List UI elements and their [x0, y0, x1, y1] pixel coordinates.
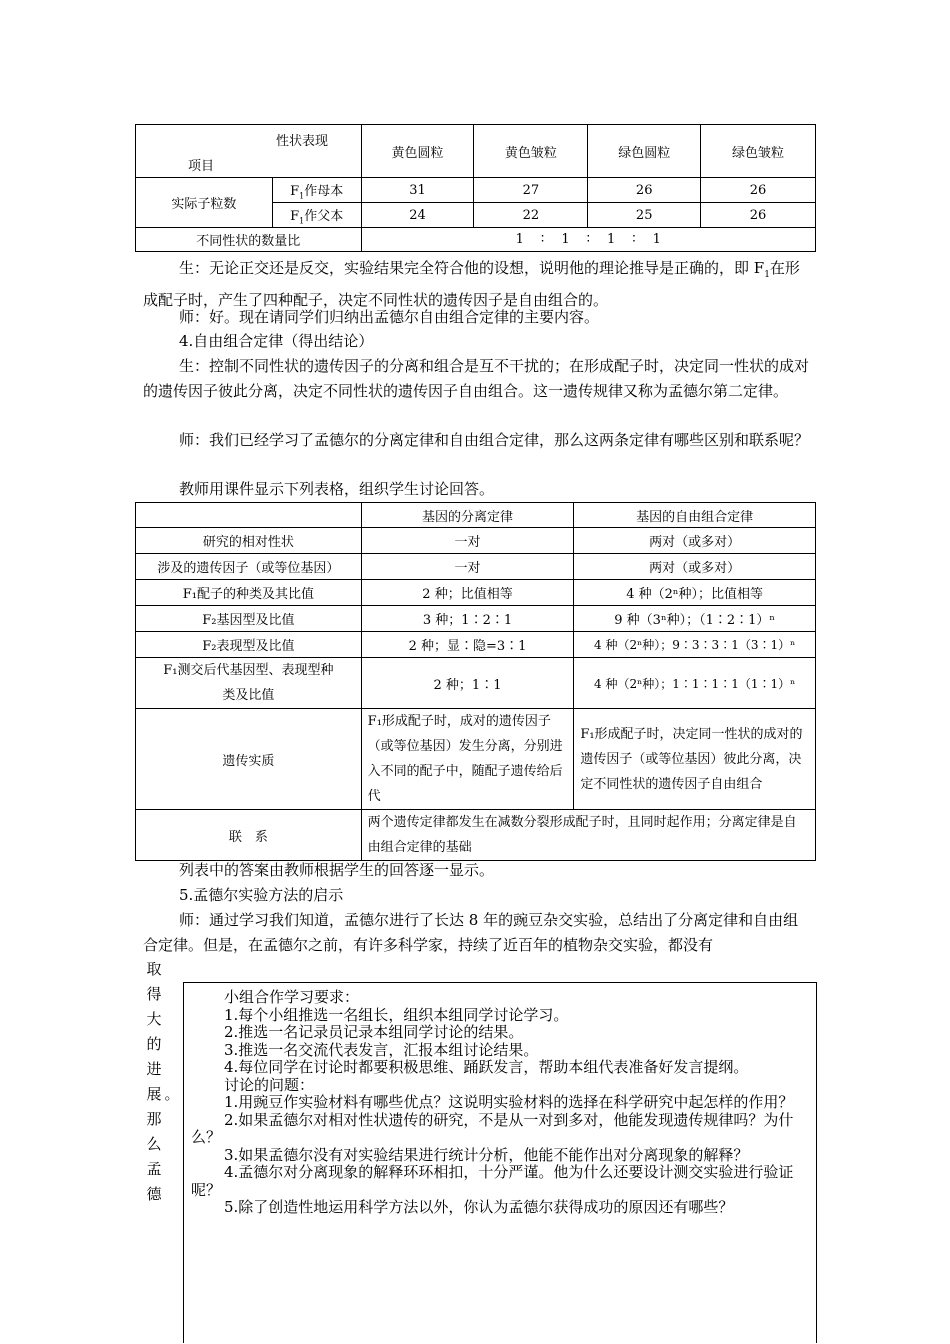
- header-cell: [136, 503, 362, 528]
- box-item: 1.每个小组推选一名组长，组织本组同学讨论学习。: [224, 1005, 569, 1024]
- paragraph: 师：我们已经学习了孟德尔的分离定律和自由组合定律，那么这两条定律有哪些区别和联系呢？: [179, 431, 810, 449]
- question: 5.除了创造性地运用科学方法以外，你认为孟德尔获得成功的原因还有哪些？: [224, 1198, 734, 1216]
- section-heading: 4.自由组合定律（得出结论）: [179, 332, 374, 350]
- group-label: 实际子粒数: [136, 178, 273, 228]
- row-label: 遗传实质: [136, 709, 362, 810]
- col-header: 绿色圆粒: [588, 125, 701, 178]
- cell: 3 种；1∶2∶1: [361, 606, 574, 632]
- vertical-char: 孟: [146, 1160, 162, 1178]
- cell: 4 种（2ⁿ种）；1∶1∶1∶1（1∶1）ⁿ: [574, 658, 816, 709]
- box-item: 2.推选一名记录员记录本组同学讨论的结果。: [224, 1023, 524, 1041]
- group-learning-box: [183, 982, 817, 1343]
- box-item: 3.推选一名交流代表发言，汇报本组讨论结果。: [224, 1040, 539, 1059]
- paragraph: 列表中的答案由教师根据学生的回答逐一显示。: [179, 861, 495, 879]
- paragraph: 师：通过学习我们知道，孟德尔进行了长达 8 年的豌豆杂交实验，总结出了分离定律和自由组合定律。但是，在孟德尔之前，有许多科学家，持续了近百年的植物杂交实验，都没有: [143, 911, 799, 954]
- col-header: 黄色圆粒: [361, 125, 474, 178]
- col-header: 绿色皱粒: [701, 125, 816, 178]
- row-label: $F_1$作母本: [272, 178, 361, 203]
- cell: F₁形成配子时，成对的遗传因子（或等位基因）发生分离，分别进入不同的配子中，随配子遗传给后代: [361, 709, 574, 810]
- cell: 26: [701, 203, 816, 228]
- vertical-char: 么: [146, 1135, 162, 1153]
- section-heading: 5.孟德尔实验方法的启示: [179, 886, 344, 904]
- paragraph: 生：控制不同性状的遗传因子的分离和组合是互不干扰的；在形成配子时，决定同一性状的成对的遗传因子彼此分离，决定不同性状的遗传因子自由组合。这一遗传规律又称为孟德尔第二定律。: [143, 357, 810, 400]
- cell: 24: [361, 203, 474, 228]
- row-label: F₁测交后代基因型、表现型种类及比值: [136, 658, 362, 709]
- header-cell: 基因的分离定律: [361, 503, 574, 528]
- paragraph: 教师用课件显示下列表格，组织学生讨论回答。: [179, 480, 495, 498]
- cell: 两个遗传定律都发生在减数分裂形成配子时，且同时起作用；分离定律是自由组合定律的基础: [361, 810, 815, 861]
- row-label: F₁配子的种类及其比值: [136, 580, 362, 606]
- cell: 25: [588, 203, 701, 228]
- header-cell: 基因的自由组合定律: [574, 503, 816, 528]
- cell: 27: [474, 178, 588, 203]
- cell: 两对（或多对）: [574, 554, 816, 580]
- vertical-char: 那: [146, 1110, 162, 1128]
- ratio-cell: 1 ∶ 1 ∶ 1 ∶ 1: [361, 228, 815, 252]
- cell: F₁形成配子时，决定同一性状的成对的遗传因子（或等位基因）彼此分离，决定不同性状的遗传因子自由组合: [574, 709, 816, 810]
- cell: 31: [361, 178, 474, 203]
- cell: 一对: [361, 528, 574, 554]
- corner-top-label: 性状表现: [276, 134, 329, 149]
- row-label: 联 系: [136, 810, 362, 861]
- cell: 22: [474, 203, 588, 228]
- row-label: F₂基因型及比值: [136, 606, 362, 632]
- paragraph: 师：好。现在请同学们归纳出孟德尔自由组合定律的主要内容。: [179, 308, 600, 326]
- vertical-char: 大: [146, 1010, 162, 1028]
- vertical-char: 进: [146, 1060, 162, 1078]
- vertical-char: 的: [146, 1035, 162, 1053]
- box-title: 小组合作学习要求：: [224, 988, 360, 1006]
- cell: 26: [701, 178, 816, 203]
- question: 4.孟德尔对分离现象的解释环环相扣，十分严谨。他为什么还要设计测交实验进行验证呢？: [191, 1163, 794, 1199]
- paragraph: 生：无论正交还是反交，实验结果完全符合他的设想，说明他的理论推导是正确的，即 $F_1$在形成配子时，产生了四种配子，决定不同性状的遗传因子是自由组合的。: [143, 259, 800, 309]
- question: 3.如果孟德尔没有对实验结果进行统计分析，他能不能作出对分离现象的解释？: [224, 1145, 749, 1164]
- vertical-char: 得: [146, 985, 162, 1003]
- question: 2.如果孟德尔对相对性状遗传的研究，不是从一对到多对，他能发现遗传规律吗？为什么？: [191, 1110, 794, 1146]
- col-header: 黄色皱粒: [474, 125, 588, 178]
- row-label: F₂表现型及比值: [136, 632, 362, 658]
- cell: 4 种（2ⁿ种）；比值相等: [574, 580, 816, 606]
- cell: 2 种；1∶1: [361, 658, 574, 709]
- row-label: 研究的相对性状: [136, 528, 362, 554]
- cell: 一对: [361, 554, 574, 580]
- results-table: [135, 124, 816, 252]
- box-item: 4.每位同学在讨论时都要积极思维、踊跃发言，帮助本组代表准备好发言提纲。: [224, 1058, 749, 1076]
- vertical-char: 德: [146, 1185, 162, 1203]
- corner-bottom-label: 项目: [188, 159, 215, 174]
- cell: 9 种（3ⁿ种）；（1∶2∶1）ⁿ: [574, 606, 816, 632]
- questions-title: 讨论的问题：: [224, 1075, 315, 1094]
- cell: 26: [588, 178, 701, 203]
- cell: 两对（或多对）: [574, 528, 816, 554]
- comparison-table: [135, 502, 816, 861]
- row-label: $F_1$作父本: [272, 203, 361, 228]
- cell: 4 种（2ⁿ种）；9∶3∶3∶1（3∶1）ⁿ: [574, 632, 816, 658]
- vertical-dot: 。: [164, 1085, 180, 1103]
- vertical-char: 取: [146, 960, 162, 978]
- ratio-label: 不同性状的数量比: [136, 228, 362, 252]
- question: 1.用豌豆作实验材料有哪些优点？这说明实验材料的选择在科学研究中起怎样的作用？: [224, 1093, 794, 1111]
- cell: 2 种；比值相等: [361, 580, 574, 606]
- cell: 2 种；显∶隐=3∶1: [361, 632, 574, 658]
- vertical-char: 展: [146, 1085, 162, 1103]
- row-label: 涉及的遗传因子（或等位基因）: [136, 554, 362, 580]
- table1-corner-header: [136, 125, 362, 178]
